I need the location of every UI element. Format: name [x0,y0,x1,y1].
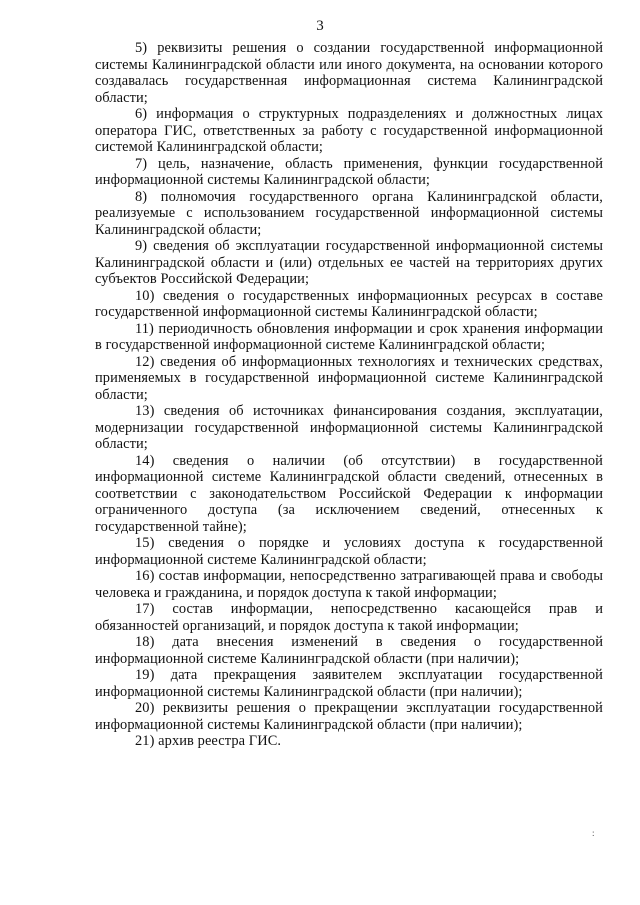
list-item-7: 7) цель, назначение, область применения, функции государственной информационной системы Калининградской области; [95,155,603,188]
margin-mark: : [592,828,595,838]
list-item-20: 20) реквизиты решения о прекращении эксплуатации государственной информационной системы Калининградской области (при наличии); [95,700,603,733]
list-item-15: 15) сведения о порядке и условиях доступа к государственной информационной системе Калининградской области; [95,535,603,568]
list-item-19: 19) дата прекращения заявителем эксплуатации государственной информационной системы Калининградской области (при наличии); [95,667,603,700]
list-item-14: 14) сведения о наличии (об отсутствии) в государственной информационной системе Калининградской области сведений, отнесенных в соответствии с законодательством Российской Федерации к информации ограниченного доступа (за исключением сведений, отнесенных к государственной тайне); [95,452,603,535]
document-body [95,40,603,750]
page-number: 3 [316,18,324,34]
list-item-17: 17) состав информации, непосредственно касающейся прав и обязанностей организаций, и порядок доступа к такой информации; [95,601,603,634]
list-item-12: 12) сведения об информационных технологиях и технических средствах, применяемых в государственной информационной системе Калининградской области; [95,353,603,403]
list-item-9: 9) сведения об эксплуатации государственной информационной системы Калининградской области и (или) отдельных ее частей на территориях других субъектов Российской Федерации; [95,238,603,287]
list-item-18: 18) дата внесения изменений в сведения о государственной информационной системе Калининградской области (при наличии); [95,634,603,667]
list-item-5: 5) реквизиты решения о создании государственной информационной системы Калининградской области или иного документа, на основании которого создавалась государственная информационная система Калининградской области; [95,40,603,106]
list-item-8: 8) полномочия государственного органа Калининградской области, реализуемые с использованием государственной информационной системы Калининградской области; [95,188,603,238]
list-item-10: 10) сведения о государственных информационных ресурсах в составе государственной информационной системы Калининградской области; [95,287,603,320]
list-item-6: 6) информация о структурных подразделениях и должностных лицах оператора ГИС, ответственных за работу с государственной информационной системой Калининградской области; [95,106,603,155]
list-item-11: 11) периодичность обновления информации и срок хранения информации в государственной информационной системе Калининградской области; [95,320,603,353]
list-item-13: 13) сведения об источниках финансирования создания, эксплуатации, модернизации государственной информационной системы Калининградской области; [95,403,603,452]
list-item-16: 16) состав информации, непосредственно затрагивающей права и свободы человека и гражданина, и порядок доступа к такой информации; [95,568,603,601]
list-item-21: 21) архив реестра ГИС. [135,733,282,749]
